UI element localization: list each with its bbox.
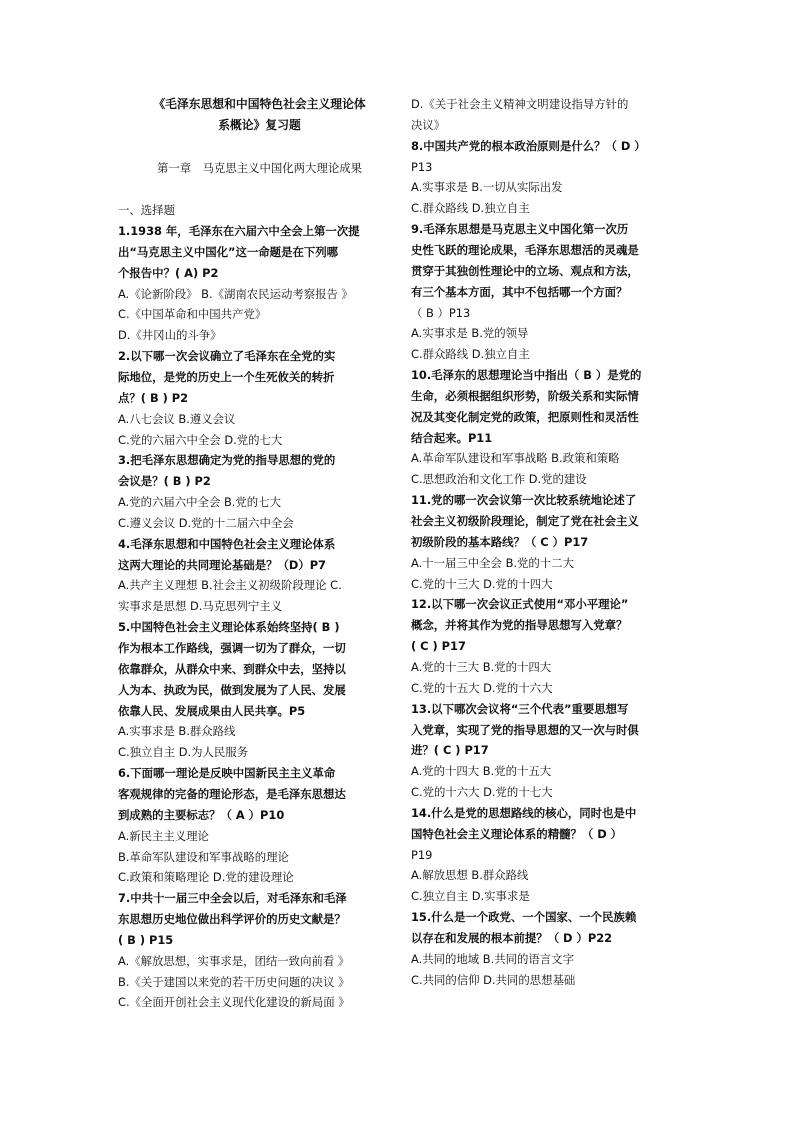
text-line: A.党的六届六中全会 B.党的七大 — [118, 495, 281, 510]
text-line: 作为根本工作路线，强调一切为了群众，一切 — [118, 641, 346, 655]
text-line: A.共同的地域 B.共同的语言文字 — [411, 951, 574, 966]
text-line: 进？( C ) P17 — [411, 743, 489, 758]
text-line: 依靠人民、发展成果由人民共享。P5 — [118, 703, 306, 718]
text-line: 6.下面哪一理论是反映中国新民主主义革命 — [118, 766, 336, 781]
text-line: 这两大理论的共同理论基础是？（D）P7 — [118, 557, 326, 572]
text-line: 1.1938 年，毛泽东在六届六中全会上第一次提 — [118, 224, 360, 238]
text-line: 概念，并将其作为党的指导思想写入党章？ — [411, 618, 628, 633]
text-line: 个报告中？( A) P2 — [118, 265, 219, 280]
text-line: A.实事求是 B.群众路线 — [118, 724, 236, 739]
text-line: B.《关于建国以来党的若干历史问题的决议 》 — [118, 974, 350, 989]
text-line: B.革命军队建设和军事战略的理论 — [118, 849, 289, 864]
text-line: C.思想政治和文化工作 D.党的建设 — [411, 472, 587, 487]
text-line: 有三个基本方面，其中不包括哪一个方面？ — [411, 284, 628, 299]
text-line: 会议是？( B ) P2 — [118, 474, 211, 489]
text-line: A.党的十三大 B.党的十四大 — [411, 659, 552, 674]
text-line: P13 — [411, 159, 433, 174]
text-line: A.实事求是 B.党的领导 — [411, 326, 529, 341]
text-line: 3.把毛泽东思想确定为党的指导思想的党的 — [118, 453, 336, 468]
text-line: 13.以下哪次会议将“三个代表”重要思想写 — [411, 701, 629, 716]
chapter-heading: 第一章 马克思主义中国化两大理论成果 — [156, 161, 363, 175]
text-line: 人为本、执政为民，做到发展为了人民、发展 — [118, 682, 346, 697]
text-line: 出“马克思主义中国化”这一命题是在下列哪 — [118, 244, 339, 259]
text-line: A.《论新阶段》 B.《湖南农民运动考察报告 》 — [118, 286, 353, 301]
text-line: 客观规律的完备的理论形态，是毛泽东思想达 — [118, 786, 346, 801]
text-line: C.独立自主 D.为人民服务 — [118, 745, 249, 760]
text-line: C.党的十六大 D.党的十七大 — [411, 785, 553, 800]
text-line: 10.毛泽东的思想理论当中指出（ B ）是党的 — [411, 368, 642, 383]
text-line: 以存在和发展的根本前提？（ D ）P22 — [411, 931, 613, 945]
text-line: A.十一届三中全会 B.党的十二大 — [411, 555, 574, 570]
text-line: 况及其变化制定党的政策，把原则性和灵活性 — [411, 409, 639, 424]
text-line: A.共产主义理想 B.社会主义初级阶段理论 C. — [118, 578, 342, 593]
text-line: ( C ) P17 — [411, 639, 466, 654]
text-line: 8.中国共产党的根本政治原则是什么？（ D ） — [411, 138, 646, 153]
text-line: 决议》 — [411, 117, 446, 132]
text-line: 社会主义初级阶段理论，制定了党在社会主义 — [411, 514, 639, 528]
text-line: C.独立自主 D.实事求是 — [411, 889, 530, 904]
text-line: C.党的十五大 D.党的十六大 — [411, 680, 553, 695]
section-heading: 一、选择题 — [118, 203, 175, 217]
text-line: 实事求是思想 D.马克思列宁主义 — [118, 599, 283, 614]
text-line: C.《中国革命和中国共产党》 — [118, 307, 267, 322]
doc-title-line-2: 系概论》复习题 — [218, 118, 301, 132]
text-line: A.实事求是 B.一切从实际出发 — [411, 180, 563, 195]
text-line: 12.以下哪一次会议正式使用“邓小平理论” — [411, 597, 629, 612]
text-line: C.党的十三大 D.党的十四大 — [411, 576, 553, 591]
text-line: A.《解放思想，实事求是，团结一致向前看 》 — [118, 953, 350, 968]
text-line: 史性飞跃的理论成果，毛泽东思想活的灵魂是 — [411, 242, 639, 257]
text-line: 生命，必须根据组织形势，阶级关系和实际情 — [411, 388, 639, 403]
text-line: A.党的十四大 B.党的十五大 — [411, 764, 552, 779]
text-line: 结合起来。P11 — [411, 430, 493, 445]
text-line: C.共同的信仰 D.共同的思想基础 — [411, 972, 576, 987]
text-line: C.党的六届六中全会 D.党的七大 — [118, 432, 283, 447]
text-line: A.新民主主义理论 — [118, 828, 209, 843]
text-line: （ B ）P13 — [411, 305, 471, 320]
text-line: C.《全面开创社会主义现代化建设的新局面 》 — [118, 995, 350, 1010]
text-line: 9.毛泽东思想是马克思主义中国化第一次历 — [411, 222, 629, 237]
text-line: 际地位，是党的历史上一个生死攸关的转折 — [118, 369, 335, 384]
text-line: 7.中共十一届三中全会以后，对毛泽东和毛泽 — [118, 891, 347, 906]
text-line: A.八七会议 B.遵义会议 — [118, 411, 236, 426]
text-line: 14.什么是党的思想路线的核心，同时也是中 — [411, 805, 637, 820]
text-line: 点？( B ) P2 — [118, 390, 189, 405]
text-line: 贯穿于其独创性理论中的立场、观点和方法， — [411, 263, 639, 278]
text-line: D.《井冈山的斗争》 — [118, 328, 222, 343]
text-line: C.群众路线 D.独立自主 — [411, 201, 530, 216]
text-line: 到成熟的主要标志？（ A ）P10 — [118, 807, 285, 822]
text-line: 依靠群众，从群众中来、到群众中去，坚持以 — [118, 661, 346, 676]
text-line: C.政策和策略理论 D.党的建设理论 — [118, 870, 294, 885]
text-line: A.革命军队建设和军事战略 B.政策和策略 — [411, 451, 620, 466]
text-line: 初级阶段的基本路线？（ C ）P17 — [411, 534, 589, 549]
text-line: 11.党的哪一次会议第一次比较系统地论述了 — [411, 493, 637, 508]
text-line: A.解放思想 B.群众路线 — [411, 868, 529, 883]
text-line: 国特色社会主义理论体系的精髓？（ D ） — [411, 826, 623, 841]
text-line: C.群众路线 D.独立自主 — [411, 347, 530, 362]
text-line: 东思想历史地位做出科学评价的历史文献是？ — [118, 912, 346, 927]
text-line: 入党章，实现了党的指导思想的又一次与时俱 — [411, 722, 639, 737]
text-line: 4.毛泽东思想和中国特色社会主义理论体系 — [118, 536, 336, 551]
text-line: 15.什么是一个政党、一个国家、一个民族赖 — [411, 910, 637, 925]
doc-title-line-1: 《毛泽东思想和中国特色社会主义理论体 — [153, 97, 366, 111]
text-line: C.遵义会议 D.党的十二届六中全会 — [118, 515, 294, 530]
text-line: 5.中国特色社会主义理论体系始终坚持( B ) — [118, 620, 340, 635]
text-line: ( B ) P15 — [118, 932, 174, 947]
text-line: 2.以下哪一次会议确立了毛泽东在全党的实 — [118, 349, 336, 364]
text-line: D.《关于社会主义精神文明建设指导方针的 — [411, 97, 629, 111]
text-line: P19 — [411, 847, 433, 862]
